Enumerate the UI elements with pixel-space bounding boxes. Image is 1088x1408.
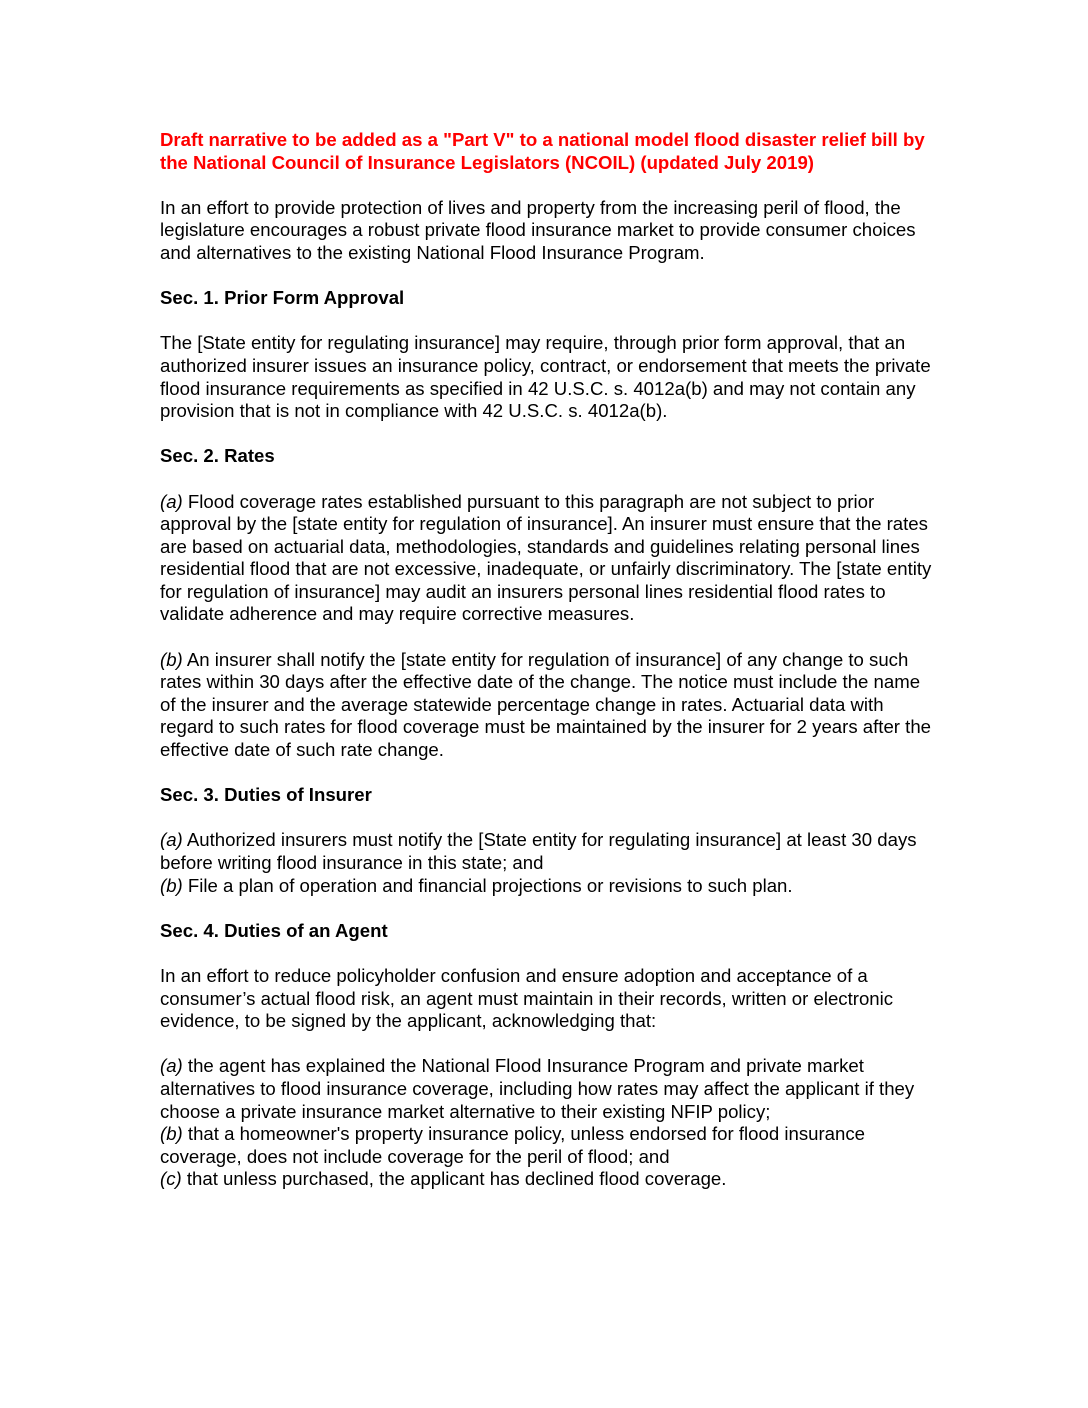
section-2-item-a — [160, 491, 940, 627]
section-4-item-c — [160, 1168, 940, 1191]
section-2-heading: Sec. 2. Rates — [160, 445, 275, 467]
item-text: that a homeowner's property insurance policy, unless endorsed for flood insurance coverage, does not include coverage for the peril of flood; and — [160, 1123, 865, 1167]
section-4-heading: Sec. 4. Duties of an Agent — [160, 919, 388, 941]
section-3-item-b — [160, 875, 940, 898]
item-label: (b) — [160, 874, 183, 896]
section-3-item-a — [160, 829, 940, 874]
section-1-paragraph: The [State entity for regulating insurance] may require, through prior form approval, that an authorized insurer issues an insurance policy, contract, or endorsement that meets the private flood insurance requirements as specified in 42 U.S.C. s. 4012a(b) and may not contain any provision that is not in compliance with 42 U.S.C. s. 4012a(b). — [160, 332, 931, 422]
section-2-item-b — [160, 649, 940, 762]
section-3-items — [160, 829, 940, 897]
section-4-intro: In an effort to reduce policyholder confusion and ensure adoption and acceptance of a consumer’s actual flood risk, an agent must maintain in their records, written or electronic evidence, to be signed by the applicant, acknowledging that: — [160, 964, 894, 1032]
section-3-heading: Sec. 3. Duties of Insurer — [160, 784, 372, 806]
item-text: An insurer shall notify the [state entity for regulation of insurance] of any change to such rates within 30 days after the effective date of the change. The notice must include the name of the insurer and the average statewide percentage change in rates. Actuarial data with regard to such rates for flood coverage must be maintained by the insurer for 2 years after the effective date of such rate change. — [160, 648, 932, 761]
item-label: (b) — [160, 1123, 183, 1145]
item-label: (a) — [160, 490, 183, 512]
item-label: (b) — [160, 648, 183, 670]
document-page — [160, 129, 940, 1214]
item-text: File a plan of operation and financial projections or revisions to such plan. — [182, 874, 793, 896]
item-label: (a) — [160, 829, 183, 851]
item-text: Authorized insurers must notify the [State entity for regulating insurance] at least 30 days before writing flood insurance in this state; and — [160, 829, 917, 873]
section-4-item-a — [160, 1055, 940, 1123]
item-text: the agent has explained the National Flood Insurance Program and private market alternatives to flood insurance coverage, including how rates may affect the applicant if they choose a private insurance market alternative to their existing NFIP policy; — [160, 1055, 915, 1122]
item-label: (c) — [160, 1168, 182, 1190]
document-title: Draft narrative to be added as a "Part V" to a national model flood disaster relief bill by the National Council of Insurance Legislators (NCOIL) (updated July 2019) — [160, 129, 925, 173]
item-label: (a) — [160, 1055, 183, 1077]
item-text: that unless purchased, the applicant has declined flood coverage. — [181, 1168, 727, 1190]
intro-paragraph: In an effort to provide protection of lives and property from the increasing peril of flood, the legislature encourages a robust private flood insurance market to provide consumer choices and alternatives to the existing National Flood Insurance Program. — [160, 196, 916, 263]
section-4-item-b — [160, 1123, 940, 1168]
section-4-items — [160, 1055, 940, 1191]
item-text: Flood coverage rates established pursuant to this paragraph are not subject to prior approval by the [state entity for regulation of insurance]. An insurer must ensure that the rates are based on actuarial data, methodologies, standards and guidelines relating personal lines residential flood that are not excessive, inadequate, or unfairly discriminatory. The [state entity for regulation of insurance] may audit an insurers personal lines residential flood rates to validate adherence and may require corrective measures. — [160, 490, 932, 625]
section-1-heading: Sec. 1. Prior Form Approval — [160, 287, 405, 309]
